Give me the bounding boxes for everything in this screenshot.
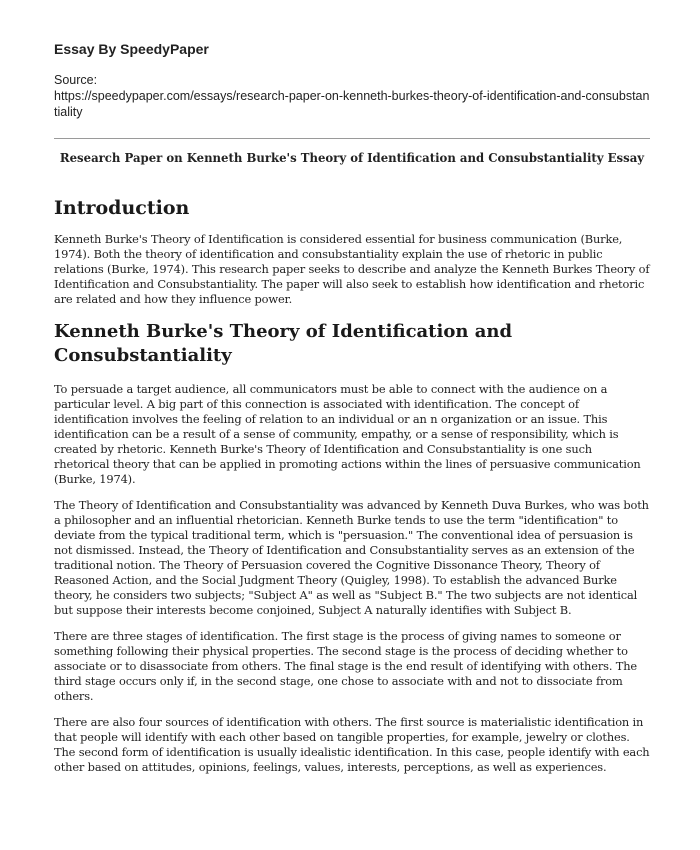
paragraph: To persuade a target audience, all communicators must be able to connect with the audience on a particular level. A big part of this connection is associated with identification. The concept of identification involves the feeling of relation to an individual or an n organization or an issue. This identification can be a result of a sense of community, empathy, or a sense of responsibility, which is created by rhetoric. Kenneth Burke's Theory of Identification and Consubstantiality is one such rhetorical theory that can be applied in promoting actions within the lines of persuasive communication (Burke, 1974). bbox=[54, 382, 641, 486]
source-url: https://speedypaper.com/essays/research-paper-on-kenneth-burkes-theory-of-identification-and-consubstantiality bbox=[54, 89, 650, 119]
paragraph: There are three stages of identification. The first stage is the process of giving names to someone or something following their physical properties. The second stage is the process of deciding whether to associate or to disassociate from others. The final stage is the end result of identifying with others. The third stage occurs only if, in the second stage, one chose to associate with and not to dissociate from others. bbox=[54, 629, 637, 703]
paragraph: There are also four sources of identification with others. The first source is materialistic identification in that people will identify with each other based on tangible properties, for example, jewelry or clothes. The second form of identification is usually idealistic identification. In this case, people identify with each other based on attitudes, opinions, feelings, values, interests, perceptions, as well as experiences. bbox=[54, 715, 650, 774]
brand-title: Essay By SpeedyPaper bbox=[54, 41, 209, 57]
essay-page bbox=[54, 40, 650, 775]
heading-introduction: Introduction bbox=[54, 197, 190, 219]
paragraph: Kenneth Burke's Theory of Identification is considered essential for business communication (Burke, 1974). Both the theory of identification and consubstantiality explain the use of rhetoric in public relations (Burke, 1974). This research paper seeks to describe and analyze the Kenneth Burkes Theory of Identification and Consubstantiality. The paper will also seek to establish how identification and rhetoric are related and how they influence power. bbox=[54, 232, 650, 306]
paragraph: The Theory of Identification and Consubstantiality was advanced by Kenneth Duva Burkes, who was both a philosopher and an influential rhetorician. Kenneth Burke tends to use the term "identification" to deviate from the typical traditional term, which is "persuasion." The conventional idea of persuasion is not dismissed. Instead, the Theory of Identification and Consubstantiality serves as an extension of the traditional notion. The Theory of Persuasion covered the Cognitive Dissonance Theory, Theory of Reasoned Action, and the Social Judgment Theory (Quigley, 1998). To establish the advanced Burke theory, he considers two subjects; "Subject A" as well as "Subject B." The two subjects are not identical but suppose their interests become conjoined, Subject A naturally identifies with Subject B. bbox=[54, 498, 649, 617]
heading-theory: Kenneth Burke's Theory of Identification and Consubstantiality bbox=[54, 321, 513, 366]
header-divider bbox=[54, 138, 650, 139]
document-title: Research Paper on Kenneth Burke's Theory of Identification and Consubstantiality Essay bbox=[59, 151, 645, 165]
source-label: Source: bbox=[54, 73, 98, 87]
